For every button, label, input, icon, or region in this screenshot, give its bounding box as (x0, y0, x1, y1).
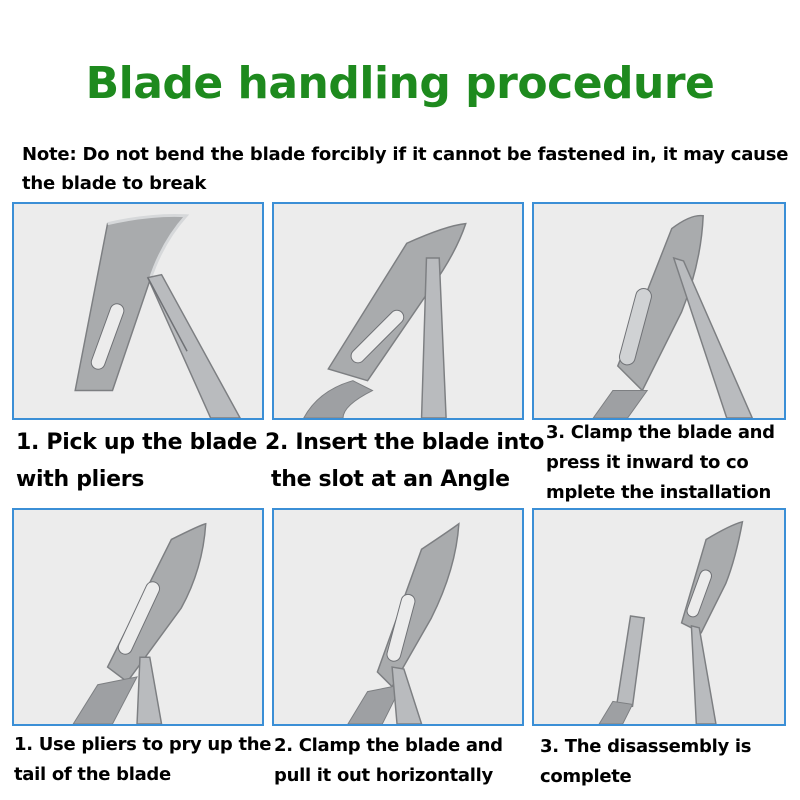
photo-disassembly-complete (532, 508, 786, 726)
photo-insert-blade (272, 202, 524, 420)
note-line-1: Note: Do not bend the blade forcibly if it cannot be fastened in, it may cause (22, 144, 789, 165)
warning-note (22, 140, 792, 198)
note-line-2: the blade to break (22, 173, 207, 194)
caption-line: press it inward to co (546, 452, 749, 473)
step-removal-2-caption (274, 731, 503, 791)
blade-clamp-illustration (534, 204, 784, 418)
caption-line: the slot at an Angle (271, 467, 510, 492)
step-install-2-caption (265, 424, 544, 498)
caption-line: complete (540, 766, 632, 787)
caption-line: tail of the blade (14, 764, 171, 785)
blade-pry-illustration (14, 510, 262, 724)
step-install-1-caption (16, 424, 257, 498)
photo-pry-up-tail (12, 508, 264, 726)
photo-clamp-blade (532, 202, 786, 420)
caption-line: 2. Clamp the blade and (274, 735, 503, 756)
caption-line: with pliers (16, 467, 145, 492)
page-title: Blade handling procedure (85, 58, 715, 109)
caption-line: mplete the installation (546, 482, 771, 503)
blade-pull-illustration (274, 510, 522, 724)
step-removal-3-caption (540, 732, 751, 792)
photo-pull-out-blade (272, 508, 524, 726)
blade-insert-illustration (274, 204, 522, 418)
caption-line: 1. Pick up the blade (16, 430, 257, 455)
caption-line: 2. Insert the blade into (265, 430, 545, 455)
caption-line: 3. The disassembly is (540, 736, 752, 757)
blade-removed-illustration (534, 510, 784, 724)
caption-line: 1. Use pliers to pry up the (14, 734, 272, 755)
step-install-3-caption (546, 418, 775, 508)
blade-and-pliers-illustration (14, 204, 262, 418)
step-removal-1-caption (14, 730, 271, 790)
photo-pick-up-blade (12, 202, 264, 420)
caption-line: pull it out horizontally (274, 765, 493, 786)
caption-line: 3. Clamp the blade and (546, 422, 775, 443)
